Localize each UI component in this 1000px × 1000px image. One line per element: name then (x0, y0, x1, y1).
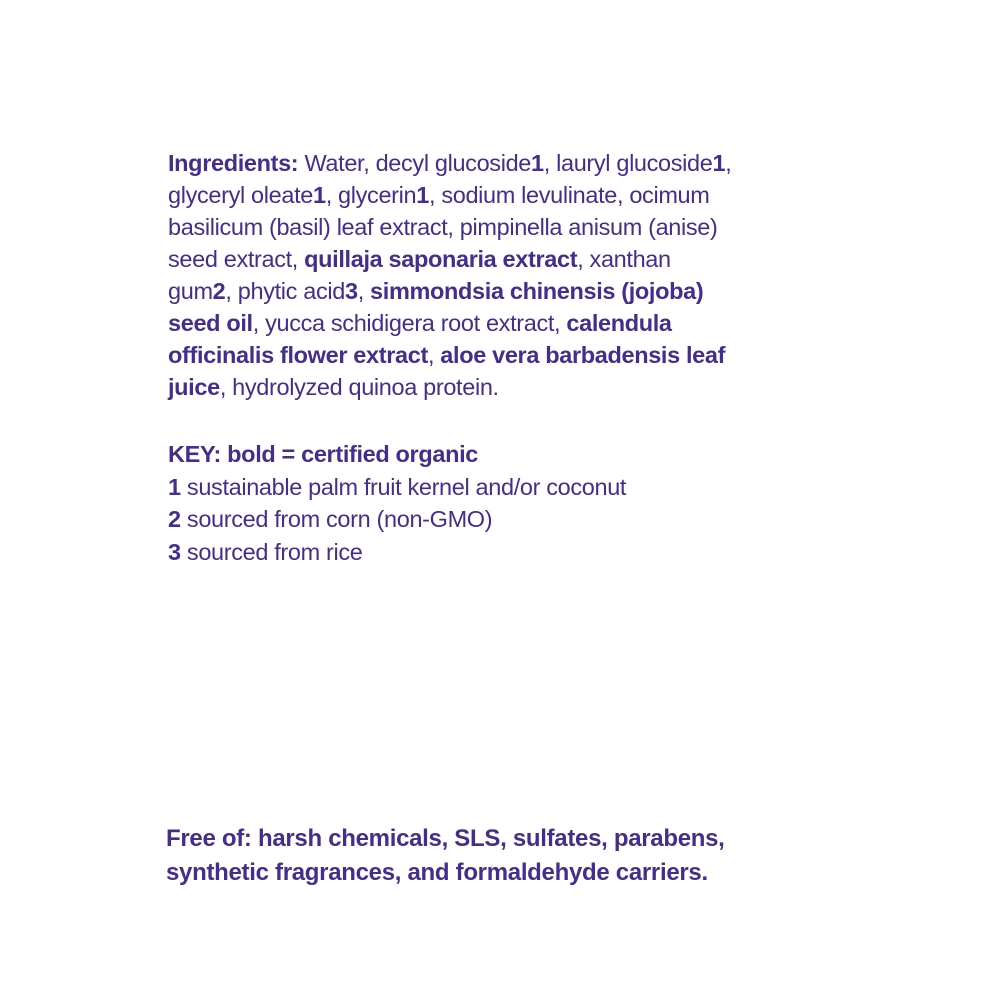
text-segment: seed extract, (168, 246, 305, 272)
text-segment: , xanthan (577, 246, 671, 272)
text-segment: 1 (416, 182, 429, 208)
text-segment: , (427, 342, 441, 368)
text-segment: glyceryl oleate (168, 182, 313, 208)
ingredients-paragraph (168, 147, 731, 403)
text-segment: seed oil (168, 310, 253, 336)
key-entry-1-number: 1 (168, 473, 181, 500)
text-segment: , (357, 278, 371, 304)
key-entry-3-number: 3 (168, 538, 181, 565)
text-segment: 1 (531, 150, 544, 176)
key-heading: KEY: bold = certified organic (168, 441, 478, 467)
key-entry-3-text: sourced from rice (186, 538, 363, 565)
text-segment: 1 (712, 150, 726, 176)
text-segment: aloe vera barbadensis leaf (440, 342, 726, 368)
text-segment: gum (168, 278, 213, 304)
text-segment: , (725, 150, 732, 176)
text-segment: Water, decyl glucoside (304, 150, 532, 176)
text-segment: simmondsia chinensis (jojoba) (370, 278, 704, 304)
key-entry-1 (168, 471, 626, 504)
text-segment: officinalis flower extract (168, 342, 428, 368)
text-segment: basilicum (basil) leaf extract, pimpinella anisum (anise) (168, 214, 718, 240)
key-entry-3 (168, 536, 626, 569)
text-segment: quillaja saponaria extract (304, 246, 578, 272)
text-segment: , sodium levulinate, ocimum (428, 182, 710, 208)
text-segment: , yucca schidigera root extract, (252, 310, 567, 336)
text-segment: Free of: harsh chemicals, SLS, sulfates, parabens, (166, 825, 725, 852)
text-segment: synthetic fragrances, and formaldehyde carriers. (166, 859, 708, 886)
text-segment: 2 (212, 278, 226, 304)
text-segment: calendula (566, 310, 672, 336)
text-segment: 1 (312, 182, 326, 208)
key-entry-2-text: sourced from corn (non-GMO) (186, 506, 493, 532)
text-segment: juice (168, 374, 220, 400)
text-segment: , glycerin (325, 182, 417, 208)
free-of-statement (166, 822, 725, 890)
text-segment: , lauryl glucoside (543, 150, 713, 176)
text-segment: 3 (344, 278, 358, 304)
key-entry-1-text: sustainable palm fruit kernel and/or coconut (186, 473, 627, 500)
key-section (168, 438, 626, 568)
text-segment: , phytic acid (225, 278, 345, 304)
text-segment: , hydrolyzed quinoa protein. (219, 374, 499, 400)
key-entry-2-number: 2 (168, 506, 181, 532)
text-segment: Ingredients: (168, 150, 305, 176)
key-entry-2 (168, 503, 626, 536)
